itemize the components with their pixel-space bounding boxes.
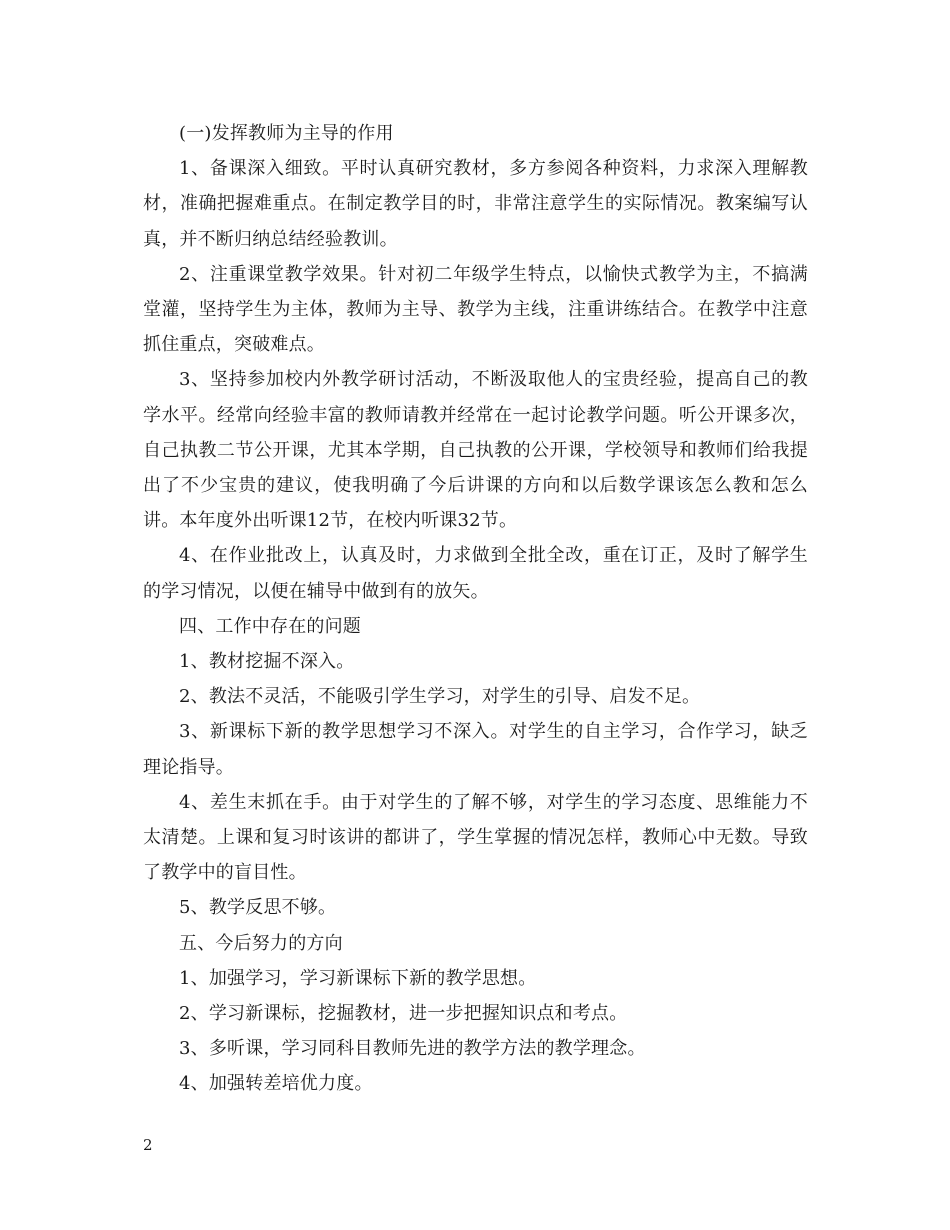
- list-item-problem-5: 5、教学反思不够。: [179, 897, 337, 919]
- list-item-problem-3: 3、新课标下新的教学思想学习不深入。对学生的自主学习，合作学习，缺乏理论指导。: [143, 721, 808, 778]
- list-item-problem-4: 4、差生末抓在手。由于对学生的了解不够，对学生的学习态度、思维能力不太清楚。上课和复习时该讲的都讲了，学生掌握的情况怎样，教师心中无数。导致了教学中的盲目性。: [143, 791, 808, 884]
- list-item-direction-1: 1、加强学习，学习新课标下新的教学思想。: [179, 967, 537, 989]
- list-item-direction-4: 4、加强转差培优力度。: [179, 1073, 373, 1095]
- section-heading-problems: 四、工作中存在的问题: [179, 615, 361, 637]
- section-heading-teacher-role: (一)发挥教师为主导的作用: [179, 123, 394, 144]
- document-body: [143, 116, 808, 1102]
- list-item-direction-3: 3、多听课，学习同科目教师先进的教学方法的教学理念。: [179, 1038, 646, 1060]
- paragraph-lesson-preparation: 1、备课深入细致。平时认真研究教材，多方参阅各种资料，力求深入理解教材，准确把握难重点。在制定教学目的时，非常注意学生的实际情况。教案编写认真，并不断归纳总结经验教训。: [143, 158, 808, 250]
- section-heading-future-direction: 五、今后努力的方向: [179, 932, 343, 954]
- list-item-problem-2: 2、教法不灵活，不能吸引学生学习，对学生的引导、启发不足。: [179, 686, 701, 708]
- paragraph-classroom-effect: 2、注重课堂教学效果。针对初二年级学生特点，以愉快式教学为主，不搞满堂灌，坚持学生为主体，教师为主导、教学为主线，注重讲练结合。在教学中注意抓住重点，突破难点。: [143, 263, 808, 356]
- page-number: 2: [143, 1136, 153, 1154]
- paragraph-homework-correction: 4、在作业批改上，认真及时，力求做到全批全改，重在订正，及时了解学生的学习情况，以便在辅导中做到有的放矢。: [143, 545, 808, 602]
- list-item-problem-1: 1、教材挖掘不深入。: [179, 651, 355, 673]
- paragraph-teaching-research: 3、坚持参加校内外教学研讨活动，不断汲取他人的宝贵经验，提高自己的教学水平。经常向经验丰富的教师请教并经常在一起讨论教学问题。听公开课多次，自己执教二节公开课，尤其本学期，自己执教的公开课，学校领导和教师们给我提出了不少宝贵的建议，使我明确了今后讲课的方向和以后数学课该怎么教和怎么讲。本年度外出听课12节，在校内听课32节。: [143, 369, 808, 532]
- list-item-direction-2: 2、学习新课标，挖掘教材，进一步把握知识点和考点。: [179, 1003, 628, 1025]
